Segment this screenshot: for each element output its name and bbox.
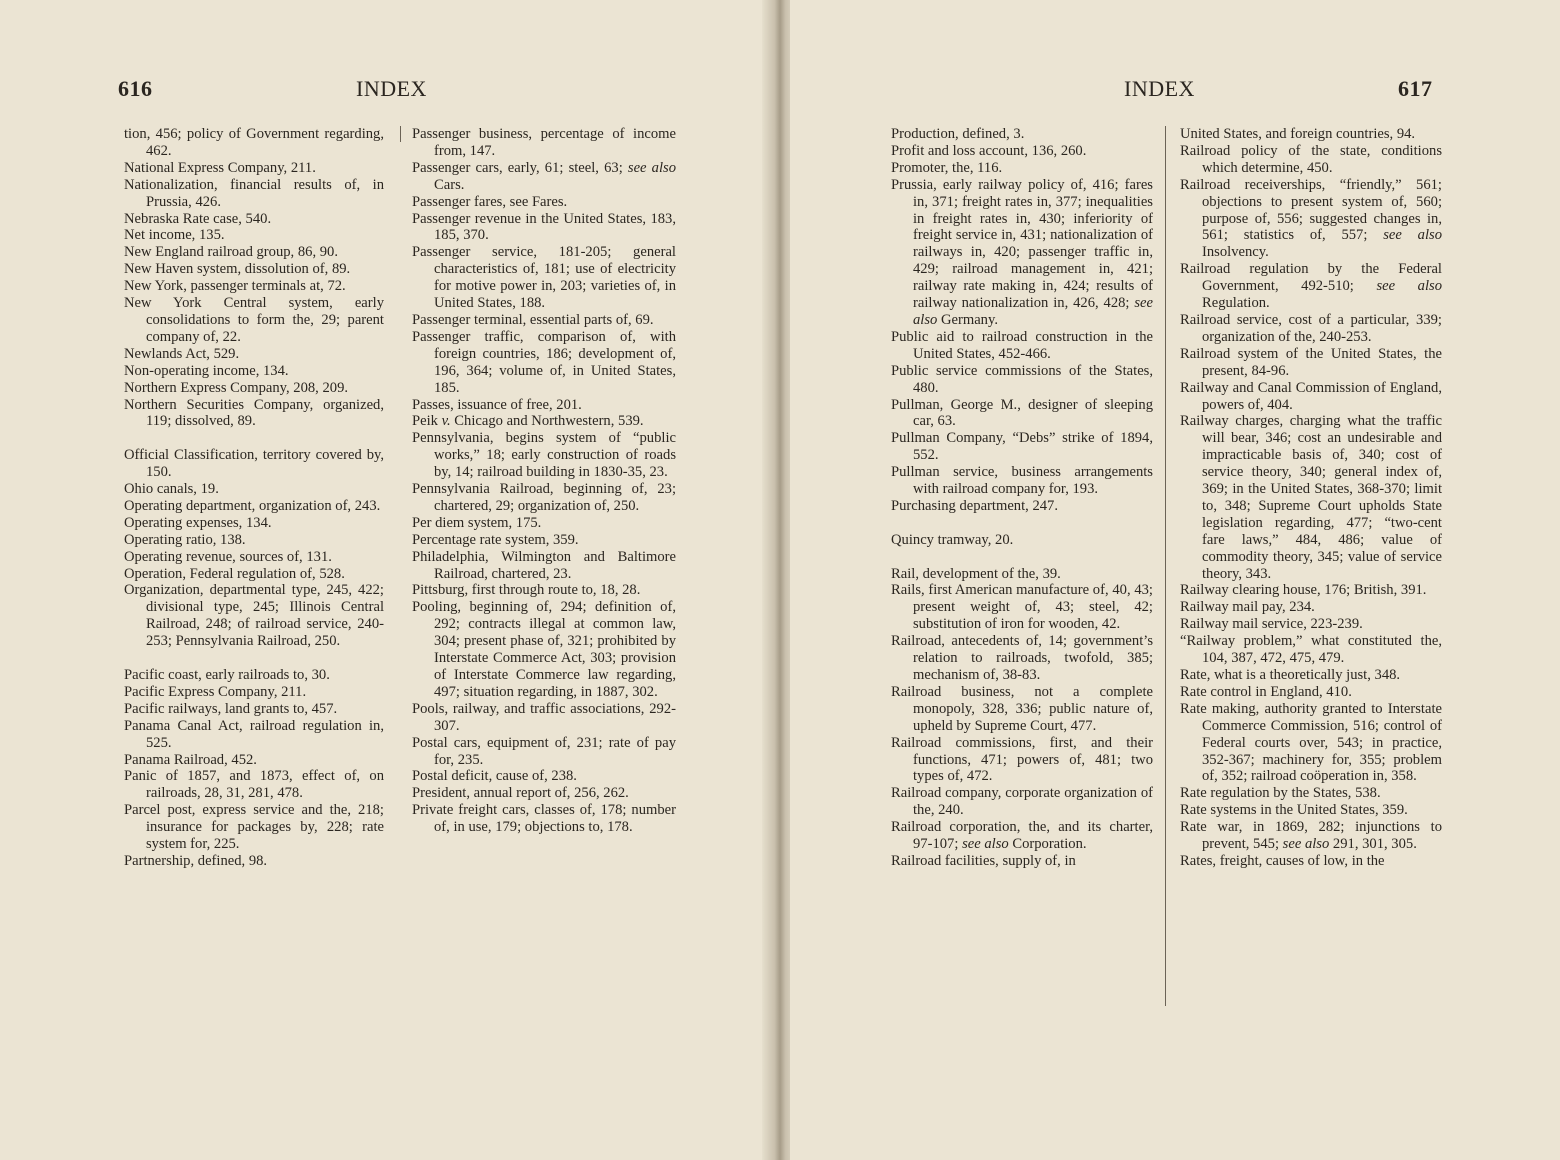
- index-entry: Nebraska Rate case, 540.: [124, 210, 272, 227]
- index-entry: Railroad system of the United States, the present, 84-96.: [1180, 345, 1442, 379]
- index-entry: Rate systems in the United States, 359.: [1180, 802, 1408, 819]
- index-entry: President, annual report of, 256, 262.: [412, 785, 629, 802]
- index-entry: Rails, first American manufacture of, 40, 43; present weight of, 43; steel, 42; substitution of iron for wooden, 42.: [891, 582, 1153, 633]
- index-entry: Railway charges, charging what the traffic will bear, 346; cost an undesirable and impracticable basis of, 340; cost of service theory, 340; general index of, 369; in the United States, 368-370; limit to, 348; Supreme Court upholds State legislation regarding, 477; “two-cent fare laws,” 484, 486; value of commodity theory, 345; value of service theory, 343.: [1180, 413, 1442, 582]
- index-entry: Operation, Federal regulation of, 528.: [124, 565, 345, 582]
- index-entry: Panic of 1857, and 1873, effect of, on railroads, 28, 31, 281, 478.: [124, 768, 384, 802]
- index-entry: Partnership, defined, 98.: [124, 852, 268, 869]
- index-entry: tion, 456; policy of Government regarding, 462.: [124, 126, 384, 159]
- index-entry: Passenger business, percentage of income from, 147.: [412, 126, 676, 159]
- index-entry: Railroad policy of the state, conditions which determine, 450.: [1180, 142, 1442, 176]
- index-entry: Newlands Act, 529.: [124, 345, 240, 362]
- index-entry: Operating department, organization of, 243.: [124, 497, 381, 514]
- index-entry: Pooling, beginning of, 294; definition of, 292; contracts illegal at common law, 304; present phase of, 321; prohibited by Interstate Commerce Act, 303; provision of Interstate Commerce law regarding, 497; situation regarding, in 1887, 302.: [412, 599, 676, 700]
- index-entry: Railway mail pay, 234.: [1180, 599, 1315, 616]
- index-entry: Northern Express Company, 208, 209.: [124, 379, 349, 396]
- index-entry: Postal deficit, cause of, 238.: [412, 768, 577, 785]
- index-entry: Philadelphia, Wilmington and Baltimore Railroad, chartered, 23.: [412, 548, 676, 582]
- index-entry: New York Central system, early consolidations to form the, 29; parent company of, 22.: [124, 295, 384, 345]
- left-page-title: INDEX: [356, 76, 427, 101]
- index-entry: Non-operating income, 134.: [124, 362, 289, 379]
- index-entry: Railway mail service, 223-239.: [1180, 616, 1363, 633]
- index-entry: Net income, 135.: [124, 227, 225, 244]
- index-entry: Railroad service, cost of a particular, 339; organization of the, 240-253.: [1180, 311, 1442, 345]
- index-entry: Public aid to railroad construction in the United States, 452-466.: [891, 328, 1153, 362]
- index-entry: Railroad company, corporate organization of the, 240.: [891, 785, 1153, 819]
- section-gap: [124, 430, 384, 447]
- index-entry: Postal cars, equipment of, 231; rate of pay for, 235.: [412, 734, 676, 768]
- index-entry: Pennsylvania Railroad, beginning of, 23; chartered, 29; organization of, 250.: [412, 481, 676, 514]
- index-entry: Rail, development of the, 39.: [891, 565, 1061, 582]
- index-entry: Passenger cars, early, 61; steel, 63; see also Cars.: [412, 159, 676, 193]
- index-entry: Parcel post, express service and the, 218; insurance for packages by, 228; rate system for, 225.: [124, 802, 384, 853]
- index-entry: Rate regulation by the States, 538.: [1180, 785, 1381, 802]
- index-entry: Panama Railroad, 452.: [124, 751, 257, 768]
- right-page-number: 617: [1398, 76, 1433, 101]
- index-entry: National Express Company, 211.: [124, 159, 316, 176]
- column-rule: [400, 126, 401, 142]
- index-entry: Railroad corporation, the, and its charter, 97-107; see also Corporation.: [891, 819, 1153, 853]
- left-page: [0, 0, 770, 1160]
- index-entry: Railroad receiverships, “friendly,” 561; objections to present system of, 560; purpose of, 556; suggested changes in, 561; statistics of, 557; see also Insolvency.: [1180, 176, 1442, 261]
- column-rule: [1165, 126, 1166, 1006]
- index-entry: United States, and foreign countries, 94.: [1180, 126, 1416, 142]
- index-entry: Railroad facilities, supply of, in: [891, 852, 1076, 869]
- section-gap: [891, 515, 1153, 532]
- index-entry: New England railroad group, 86, 90.: [124, 244, 338, 261]
- left-page-number: 616: [118, 76, 153, 101]
- index-entry: Production, defined, 3.: [891, 126, 1025, 142]
- index-entry: Ohio canals, 19.: [124, 481, 219, 498]
- index-entry: Railway and Canal Commission of England, powers of, 404.: [1180, 379, 1442, 413]
- index-entry: Rate, what is a theoretically just, 348.: [1180, 667, 1401, 683]
- index-entry: Operating expenses, 134.: [124, 514, 272, 531]
- index-entry: Per diem system, 175.: [412, 514, 542, 531]
- index-entry: Percentage rate system, 359.: [412, 531, 579, 548]
- index-entry: New Haven system, dissolution of, 89.: [124, 261, 351, 278]
- section-gap: [124, 650, 384, 667]
- index-entry: Passenger fares, see Fares.: [412, 193, 568, 210]
- index-entry: New York, passenger terminals at, 72.: [124, 278, 346, 295]
- index-entry: Railroad regulation by the Federal Government, 492-510; see also Regulation.: [1180, 261, 1442, 312]
- index-entry: Pools, railway, and traffic associations, 292-307.: [412, 700, 676, 734]
- index-entry: Rate war, in 1869, 282; injunctions to prevent, 545; see also 291, 301, 305.: [1180, 819, 1442, 853]
- index-entry: Profit and loss account, 136, 260.: [891, 142, 1087, 159]
- index-entry: Passenger terminal, essential parts of, 69.: [412, 311, 654, 328]
- index-entry: Panama Canal Act, railroad regulation in, 525.: [124, 717, 384, 751]
- index-entry: Prussia, early railway policy of, 416; fares in, 371; freight rates in, 377; inequalities in freight rates in, 430; inferiority of freight service in, 431; nationalization of railways in, 420; passenger traffic in, 429; railroad management in, 421; railway rate making in, 424; results of railway nationalization in, 426, 428; see also Germany.: [891, 176, 1153, 328]
- index-entry: Rate control in England, 410.: [1180, 683, 1352, 700]
- index-entry: Nationalization, financial results of, in Prussia, 426.: [124, 176, 384, 210]
- index-entry: Railroad, antecedents of, 14; government’s relation to railroads, twofold, 385; mechanism of, 38-83.: [891, 633, 1153, 683]
- index-entry: Passenger revenue in the United States, 183, 185, 370.: [412, 210, 676, 244]
- index-entry: Passenger traffic, comparison of, with foreign countries, 186; development of, 196, 364; volume of, in United States, 185.: [412, 328, 676, 396]
- index-entry: Quincy tramway, 20.: [891, 531, 1014, 548]
- index-entry: Passes, issuance of free, 201.: [412, 396, 582, 413]
- index-entry: Pacific coast, early railroads to, 30.: [124, 666, 330, 683]
- index-entry: Organization, departmental type, 245, 422; divisional type, 245; Illinois Central Railroad, 248; of railroad service, 240-253; Pennsylvania Railroad, 250.: [124, 582, 384, 650]
- index-entry: Railroad commissions, first, and their functions, 471; powers of, 481; two types of, 472.: [891, 734, 1153, 785]
- index-entry: Operating revenue, sources of, 131.: [124, 548, 332, 565]
- index-column-right-1: [891, 126, 1153, 870]
- index-column-left-2: [412, 126, 676, 836]
- index-entry: Passenger service, 181-205; general characteristics of, 181; use of electricity for motive power in, 203; varieties of, in United States, 188.: [412, 244, 676, 312]
- right-page-title: INDEX: [1124, 76, 1195, 101]
- section-gap: [891, 549, 1153, 566]
- index-entry: Promoter, the, 116.: [891, 159, 1003, 176]
- index-entry: Official Classification, territory covered by, 150.: [124, 447, 384, 481]
- index-entry: “Railway problem,” what constituted the, 104, 387, 472, 475, 479.: [1180, 633, 1442, 667]
- index-entry: Pennsylvania, begins system of “public works,” 18; early construction of roads by, 14; railroad building in 1830-35, 23.: [412, 430, 676, 481]
- index-entry: Pacific Express Company, 211.: [124, 683, 307, 700]
- index-entry: Public service commissions of the States, 480.: [891, 362, 1153, 396]
- index-entry: Peik v. Chicago and Northwestern, 539.: [412, 413, 644, 430]
- right-page: [790, 0, 1560, 1160]
- index-entry: Northern Securities Company, organized, 119; dissolved, 89.: [124, 396, 384, 430]
- index-entry: Pullman Company, “Debs” strike of 1894, 552.: [891, 430, 1153, 464]
- index-column-right-2: [1180, 126, 1442, 870]
- index-entry: Operating ratio, 138.: [124, 531, 246, 548]
- index-entry: Pacific railways, land grants to, 457.: [124, 700, 338, 717]
- index-entry: Pittsburg, first through route to, 18, 28.: [412, 582, 641, 599]
- index-entry: Rate making, authority granted to Interstate Commerce Commission, 516; control of Federal courts over, 543; in practice, 352-367; machinery for, 355; problem of, 352; railroad coöperation in, 358.: [1180, 700, 1442, 785]
- index-entry: Purchasing department, 247.: [891, 497, 1058, 514]
- index-entry: Pullman service, business arrangements with railroad company for, 193.: [891, 464, 1153, 498]
- index-entry: Railway clearing house, 176; British, 391.: [1180, 582, 1427, 599]
- index-entry: Pullman, George M., designer of sleeping car, 63.: [891, 396, 1153, 430]
- index-entry: Railroad business, not a complete monopoly, 328, 336; public nature of, upheld by Supreme Court, 477.: [891, 683, 1153, 734]
- index-entry: Rates, freight, causes of low, in the: [1180, 852, 1385, 869]
- index-entry: Private freight cars, classes of, 178; number of, in use, 179; objections to, 178.: [412, 802, 676, 836]
- index-column-left-1: [124, 126, 384, 870]
